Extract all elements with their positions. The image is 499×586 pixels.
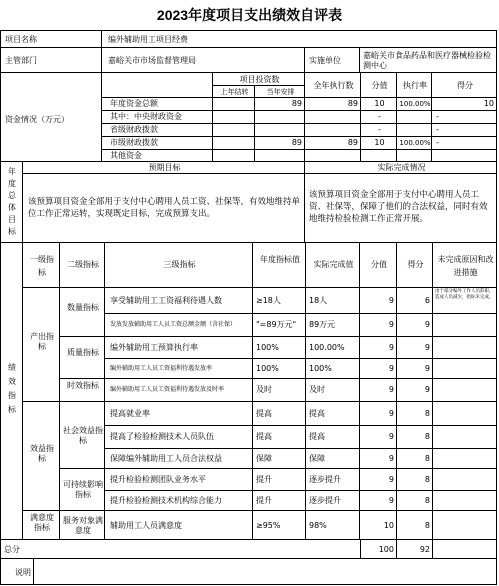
perf-points-value: 9 [424, 385, 430, 394]
perf-actual-value: 逐步提升 [309, 495, 341, 505]
implementer-label-cell [304, 47, 360, 73]
perf-points-value: 6 [424, 295, 430, 305]
perf-points-cell [396, 287, 433, 314]
perf-points-cell [396, 358, 433, 379]
perf-score-header: 分值 [371, 260, 387, 269]
perf-target-value: 100% [256, 363, 279, 373]
perf-actual-cell [305, 468, 360, 491]
perf-l1-cell [22, 510, 60, 541]
perf-l3-label: 享受辅助用工工资福利待遇人数 [110, 295, 222, 305]
funds-row-last-year-cell [212, 97, 255, 111]
perf-points-value: 8 [424, 495, 430, 505]
funds-row-points-cell [431, 136, 497, 150]
total-reason-cell [432, 539, 497, 559]
perf-target-cell [252, 313, 306, 337]
perf-l3-label: 编外辅助用工人员工资福利待遇发放率 [110, 364, 213, 372]
perf-reason-cell [432, 358, 497, 379]
perf-actual-cell [305, 313, 360, 337]
perf-reason-cell [432, 313, 497, 337]
l1-header: 一级指标 [30, 255, 54, 277]
department-value: 嘉峪关市市场监督管理局 [108, 56, 196, 65]
funds-row-rate-cell [396, 123, 432, 137]
budget-header-cell [212, 72, 305, 86]
funds-row-points: - [436, 112, 439, 121]
perf-points-header: 得分 [407, 260, 424, 269]
perf-l3-label: 保障编外辅助用工人员合法权益 [110, 453, 222, 463]
funds-row-points-cell [431, 123, 497, 137]
actual-goal-text-cell [304, 173, 497, 243]
perf-actual-cell [305, 425, 360, 449]
perf-l3-label: 编外辅助用工人员工资福利待遇发放及时率 [110, 386, 225, 393]
perf-points-header-cell [396, 242, 433, 288]
perf-score-value: 9 [388, 495, 394, 505]
perf-reason-cell [432, 510, 497, 541]
funds-row-label: 年度资金总额 [110, 99, 158, 108]
perf-reason-cell [432, 378, 497, 402]
perf-l3-label: 辅助用工人员满意度 [110, 520, 182, 530]
perf-score-value: 9 [388, 432, 394, 441]
last-year-header: 上年结转 [220, 88, 249, 96]
funds-row-score-cell [360, 97, 397, 111]
perf-l1-label: 效益指标 [30, 443, 54, 463]
perf-reason-cell [432, 425, 497, 449]
perf-target-cell [252, 468, 306, 491]
perf-points-cell [396, 448, 433, 469]
perf-actual-value: 18人 [309, 295, 328, 305]
perf-l3-label: 发放发放辅助用工人员工资总额金额（含社保） [110, 321, 237, 328]
perf-target-value: 提高 [256, 408, 272, 418]
perf-actual-cell [305, 378, 360, 402]
funds-row-last-year-cell [212, 136, 255, 150]
perf-section-cell [0, 242, 23, 540]
perf-target-value: 提高 [256, 432, 272, 441]
funds-row-this-year-cell [254, 123, 305, 137]
perf-points-value: 9 [424, 363, 430, 373]
perf-points-cell [396, 425, 433, 449]
perf-reason-cell [432, 468, 497, 491]
perf-l3-cell [104, 448, 253, 469]
perf-reason-cell [432, 336, 497, 359]
implementer-label: 实施单位 [309, 56, 341, 65]
this-year-header: 当年安排 [266, 88, 295, 96]
perf-score-cell [359, 510, 397, 541]
implementer-value: 嘉峪关市食品药品和医疗器械检验检测中心 [363, 51, 491, 70]
funds-row-executed: 89 [347, 99, 358, 108]
project-name-label-cell [0, 30, 102, 48]
perf-actual-cell [305, 510, 360, 541]
perf-l2-cell [59, 287, 105, 337]
funds-header-blank [101, 72, 213, 98]
funds-row-last-year-cell [212, 110, 255, 124]
perf-target-value: 及时 [256, 385, 272, 394]
perf-target-value: 100% [256, 342, 279, 352]
perf-actual-value: 及时 [309, 385, 325, 394]
funds-row-executed: 89 [347, 138, 358, 147]
perf-actual-cell [305, 401, 360, 426]
funds-row-executed-cell [304, 97, 361, 111]
funds-section-label: 资金情况（万元） [5, 115, 69, 124]
funds-row-this-year-cell [254, 136, 305, 150]
department-label: 主管部门 [5, 56, 37, 65]
perf-l3-cell [104, 378, 253, 402]
total-points: 92 [419, 545, 430, 554]
actual-header: 实际完成值 [313, 260, 354, 269]
funds-row-label-cell [101, 123, 213, 137]
perf-reason-cell [432, 287, 497, 314]
funds-row-executed-cell [304, 123, 361, 137]
perf-points-value: 8 [424, 408, 430, 418]
perf-score-value: 9 [388, 342, 394, 352]
perf-score-cell [359, 378, 397, 402]
l2-header: 二级指标 [67, 260, 99, 269]
perf-l3-cell [104, 287, 253, 314]
perf-score-value: 9 [388, 363, 394, 373]
perf-score-cell [359, 490, 397, 511]
perf-target-value: ≥18人 [256, 295, 281, 305]
perf-section-label: 绩效指标 [8, 363, 16, 414]
l1-header-cell [22, 242, 60, 288]
perf-target-cell [252, 425, 306, 449]
points-header: 得分 [457, 81, 473, 90]
perf-l2-cell [59, 401, 105, 469]
perf-points-cell [396, 510, 433, 541]
implementer-cell [359, 47, 497, 73]
perf-l2-label: 质量指标 [67, 348, 99, 357]
perf-l3-cell [104, 358, 253, 379]
budget-header: 项目投资数 [239, 75, 280, 84]
perf-l1-cell [22, 401, 60, 511]
funds-row-this-year: 89 [291, 138, 302, 147]
department-cell [101, 47, 305, 73]
funds-row-last-year-cell [212, 123, 255, 137]
perf-l2-label: 服务对象满意度 [63, 516, 103, 535]
perf-l3-cell [104, 336, 253, 359]
reason-header: 未完成原因和改进措施 [437, 255, 494, 277]
rate-header: 执行率 [403, 81, 427, 90]
actual-goal-header: 实际完成情况 [377, 163, 426, 172]
actual-header-cell [305, 242, 360, 288]
perf-l2-label: 时效指标 [67, 381, 99, 390]
funds-row-points-cell [431, 110, 497, 124]
perf-points-cell [396, 490, 433, 511]
perf-score-header-cell [359, 242, 397, 288]
perf-l3-label: 提升检验检测团队业务水平 [110, 474, 206, 484]
perf-actual-cell [305, 336, 360, 359]
funds-row-points: - [436, 125, 439, 134]
perf-target-cell [252, 448, 306, 469]
perf-actual-value: 提高 [309, 408, 325, 418]
perf-l3-label: 编外辅助用工预算执行率 [110, 342, 198, 352]
perf-l2-cell [59, 510, 105, 541]
perf-score-value: 9 [388, 320, 394, 329]
funds-row-score: - [378, 112, 381, 121]
l2-header-cell [59, 242, 105, 288]
perf-target-cell [252, 336, 306, 359]
perf-points-value: 9 [424, 320, 430, 329]
perf-actual-value: 逐步提升 [309, 474, 341, 484]
actual-goal-text: 该预算项目资金全部用于支付中心聘用人员工资、社保等，保障了他们的合法权益，同时有效地维持检验检测工作正常开展。 [309, 190, 488, 224]
funds-row-points-cell [431, 97, 497, 111]
perf-score-cell [359, 448, 397, 469]
perf-points-cell [396, 336, 433, 359]
perf-reason-text: 由于部分编外工作人员辞职，造成人员减少，指标未完成。 [435, 289, 494, 300]
total-points-cell [396, 539, 433, 559]
perf-target-cell [252, 490, 306, 511]
rate-header-cell [396, 72, 432, 98]
project-name-label: 项目名称 [5, 35, 37, 44]
project-name-cell [101, 30, 497, 48]
funds-row-this-year-cell [254, 110, 305, 124]
perf-l1-label: 产出指标 [30, 332, 54, 351]
perf-l3-cell [104, 510, 253, 541]
funds-row-score-cell [360, 123, 397, 137]
perf-points-value: 8 [424, 453, 430, 463]
funds-row-rate-cell [396, 97, 432, 111]
notes-value-cell [33, 558, 497, 585]
goals-section-cell [0, 161, 23, 243]
perf-actual-cell [305, 490, 360, 511]
perf-l2-cell [59, 336, 105, 379]
executed-header: 全年执行数 [313, 81, 354, 90]
funds-row-score: 10 [374, 138, 385, 147]
perf-l2-cell [59, 378, 105, 402]
notes-label: 说明 [15, 568, 31, 577]
funds-row-points: 10 [483, 99, 494, 108]
expected-goal-header: 预期目标 [148, 163, 181, 172]
funds-row-label: 市级财政拨款 [110, 138, 158, 147]
perf-score-value: 10 [383, 520, 394, 530]
funds-row-label: 其他资金 [110, 151, 142, 160]
reason-header-cell [432, 242, 497, 288]
perf-l3-cell [104, 468, 253, 491]
perf-points-value: 8 [424, 474, 430, 484]
perf-l2-label: 社会效益指标 [63, 425, 103, 445]
perf-l3-label: 提升检验检测技术机构综合能力 [110, 495, 222, 505]
perf-actual-value: 89万元 [309, 320, 336, 329]
expected-goal-text-cell [22, 173, 305, 243]
funds-row-score-cell [360, 110, 397, 124]
perf-l2-label: 可持续影响指标 [63, 480, 103, 499]
funds-row-rate: 100.00% [399, 139, 431, 147]
project-name-value: 编外辅助用工项目经费 [108, 35, 188, 44]
perf-target-cell [252, 378, 306, 402]
target-header-cell [252, 242, 306, 288]
perf-l3-label: 提高了检验检测技术人员队伍 [110, 432, 214, 441]
perf-score-value: 9 [388, 474, 394, 484]
perf-actual-cell [305, 287, 360, 314]
perf-l1-cell [22, 287, 60, 402]
perf-l1-label: 满意度指标 [30, 513, 54, 532]
perf-score-value: 9 [388, 385, 394, 394]
funds-row-points: - [436, 138, 439, 147]
total-score-cell [360, 539, 397, 559]
total-label-cell [0, 539, 361, 559]
perf-score-cell [359, 313, 397, 337]
funds-row-label-cell [101, 110, 213, 124]
perf-reason-cell [432, 401, 497, 426]
perf-reason-cell [432, 490, 497, 511]
perf-actual-value: 100% [309, 363, 332, 373]
perf-score-cell [359, 287, 397, 314]
l3-header: 三级指标 [163, 260, 196, 269]
perf-target-value: "=89万元" [256, 320, 297, 329]
score-header: 分值 [371, 81, 388, 90]
department-label-cell [0, 47, 102, 73]
perf-points-cell [396, 313, 433, 337]
funds-row-label: 其中：中央财政资金 [110, 112, 182, 121]
perf-score-cell [359, 401, 397, 426]
perf-score-cell [359, 358, 397, 379]
notes-label-cell [0, 558, 34, 585]
perf-actual-value: 提高 [309, 432, 325, 441]
perf-actual-cell [305, 358, 360, 379]
perf-target-cell [252, 358, 306, 379]
perf-points-cell [396, 378, 433, 402]
perf-points-value: 9 [424, 342, 430, 352]
funds-row-executed-cell [304, 136, 361, 150]
perf-target-value: 保障 [256, 453, 272, 463]
perf-target-cell [252, 287, 306, 314]
form-title: 2023年度项目支出绩效自评表 [156, 7, 343, 23]
score-header-cell [360, 72, 397, 98]
perf-l2-cell [59, 468, 105, 511]
perf-score-cell [359, 468, 397, 491]
funds-row-rate: 100.00% [399, 100, 431, 108]
expected-goal-text: 该预算项目资金全部用于支付中心聘用人员工资、社保等，有效地维持单位工作正常运转，实现既定目标，完成预算支出。 [28, 197, 301, 219]
funds-row-label-cell [101, 97, 213, 111]
funds-row-rate-cell [396, 110, 432, 124]
perf-actual-cell [305, 448, 360, 469]
perf-target-cell [252, 510, 306, 541]
perf-actual-value: 98% [309, 520, 327, 530]
perf-points-cell [396, 468, 433, 491]
funds-row-executed-cell [304, 110, 361, 124]
perf-l3-label: 提高就业率 [110, 408, 150, 418]
funds-row-rate-cell [396, 136, 432, 150]
perf-target-value: ≥95% [256, 520, 281, 530]
perf-score-value: 9 [388, 295, 394, 305]
funds-row-score: - [378, 125, 381, 134]
perf-l3-cell [104, 490, 253, 511]
perf-reason-cell [432, 448, 497, 469]
l3-header-cell [104, 242, 253, 288]
funds-row-score: 10 [374, 99, 385, 108]
perf-points-value: 8 [424, 432, 430, 441]
funds-section-label-cell [0, 72, 102, 162]
perf-actual-value: 100.00% [309, 342, 345, 352]
funds-row-score-cell [360, 136, 397, 150]
funds-row-this-year: 89 [291, 99, 302, 108]
points-header-cell [431, 72, 497, 98]
executed-header-cell [304, 72, 361, 98]
perf-points-cell [396, 401, 433, 426]
funds-row-label: 省级财政拨款 [110, 125, 158, 134]
perf-target-value: 提升 [256, 495, 272, 505]
perf-l3-cell [104, 313, 253, 337]
perf-l2-label: 数量指标 [67, 302, 99, 312]
perf-target-cell [252, 401, 306, 426]
perf-score-value: 9 [388, 453, 394, 463]
target-header: 年度指标值 [260, 255, 300, 264]
total-label: 总分 [4, 545, 20, 554]
perf-score-value: 9 [388, 408, 394, 418]
perf-points-value: 8 [424, 520, 430, 530]
total-score: 100 [378, 545, 394, 554]
perf-actual-value: 保障 [309, 453, 325, 463]
perf-score-cell [359, 425, 397, 449]
perf-l3-cell [104, 401, 253, 426]
goals-section-label: 年度总体目标 [8, 167, 16, 236]
funds-row-this-year-cell [254, 97, 305, 111]
funds-row-label-cell [101, 136, 213, 150]
perf-score-cell [359, 336, 397, 359]
perf-l3-cell [104, 425, 253, 449]
perf-target-value: 提升 [256, 474, 272, 484]
